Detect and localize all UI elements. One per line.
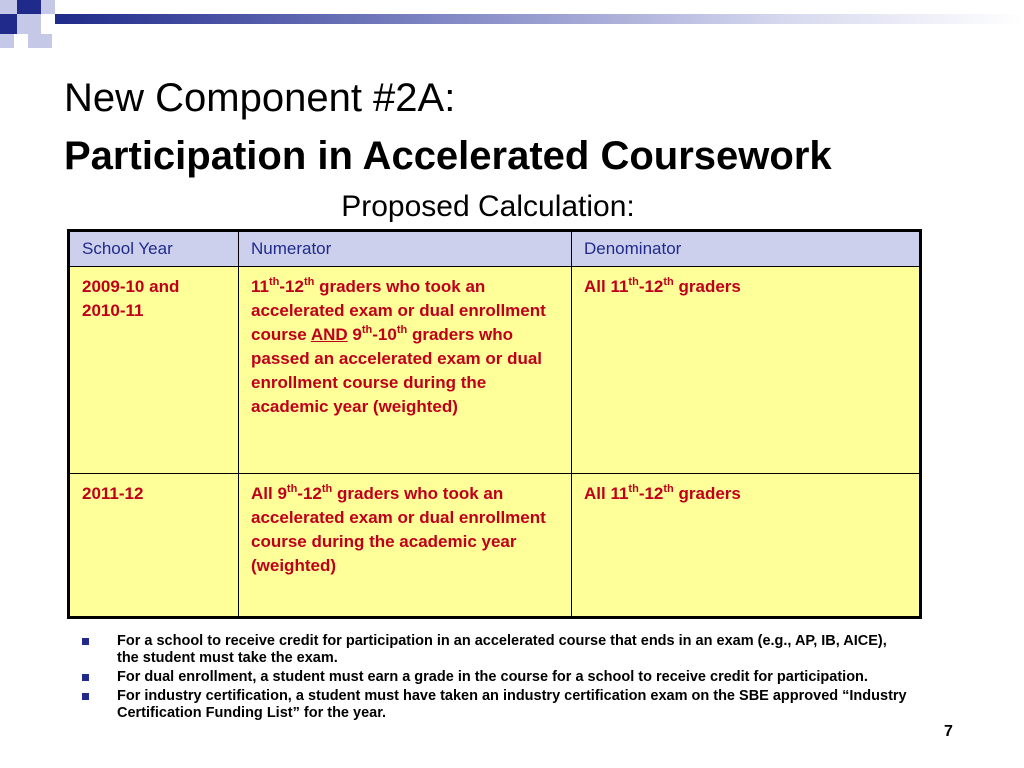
table-row: [69, 267, 921, 474]
note-text: For industry certification, a student must have taken an industry certification exam on the SBE approved “Industry Certification Funding List” for the year.: [117, 688, 907, 721]
numerator-cell: [239, 474, 572, 618]
corner-decoration-square: [17, 14, 41, 34]
note-text: For dual enrollment, a student must earn a grade in the course for a school to receive credit for participation.: [117, 669, 868, 685]
note-text: For a school to receive credit for participation in an accelerated course that ends in an exam (e.g., AP, IB, AICE), the student must take the exam.: [117, 633, 887, 666]
slide-title-line2: Participation in Accelerated Coursework: [64, 134, 832, 178]
school-year-cell: [69, 267, 239, 474]
numerator-text: All 9: [251, 484, 287, 503]
list-item: [80, 688, 910, 722]
school-year-text: 2011-12: [82, 484, 144, 503]
ordinal-suffix: th: [286, 483, 298, 495]
corner-decoration-square: [28, 34, 52, 48]
slide-subtitle: Proposed Calculation:: [341, 190, 635, 223]
square-bullet-icon: [82, 638, 89, 645]
numerator-text: graders who took an accelerated exam or dual enrollment course: [251, 277, 546, 344]
slide-title-line1: New Component #2A:: [64, 76, 456, 120]
ordinal-suffix: th: [396, 324, 408, 336]
page-number: 7: [944, 723, 953, 740]
ordinal-suffix: th: [321, 483, 333, 495]
ordinal-suffix: th: [663, 276, 674, 288]
calculation-table: [67, 229, 922, 619]
ordinal-suffix: th: [628, 483, 639, 495]
denominator-text: All 11: [584, 277, 629, 296]
numerator-text: 11: [251, 277, 269, 296]
corner-decoration-square: [0, 0, 17, 14]
denominator-text: All 11: [584, 484, 629, 503]
school-year-text: 2009-10 and: [82, 277, 180, 296]
header-school-year: School Year: [69, 231, 239, 267]
numerator-text: -12: [279, 277, 304, 296]
ordinal-suffix: th: [663, 483, 674, 495]
school-year-cell: [69, 474, 239, 618]
and-emphasis: AND: [310, 325, 348, 344]
corner-decoration-square: [0, 14, 17, 34]
header-numerator: Numerator: [239, 231, 572, 267]
header-gradient-bar: [55, 14, 1024, 24]
denominator-text: -12: [638, 277, 664, 296]
ordinal-suffix: th: [268, 276, 280, 288]
ordinal-suffix: th: [361, 324, 373, 336]
table-row: [69, 474, 921, 618]
ordinal-suffix: th: [303, 276, 315, 288]
denominator-text: -12: [638, 484, 664, 503]
denominator-text: graders: [673, 277, 741, 296]
corner-decoration-square: [41, 0, 55, 14]
denominator-cell: [572, 267, 921, 474]
square-bullet-icon: [82, 674, 89, 681]
numerator-text: graders who passed an accelerated exam or dual enrollment course during the academic year (weighted): [251, 325, 543, 416]
notes-list: [80, 633, 910, 724]
numerator-text: graders who took an accelerated exam or dual enrollment course during the academic year (weighted): [251, 484, 546, 575]
square-bullet-icon: [82, 693, 89, 700]
denominator-text: graders: [673, 484, 741, 503]
numerator-cell: [239, 267, 572, 474]
school-year-text: 2010-11: [82, 301, 144, 320]
list-item: [80, 669, 910, 686]
header-denominator: Denominator: [572, 231, 921, 267]
denominator-cell: [572, 474, 921, 618]
table-header-row: [69, 231, 921, 267]
corner-decoration-square: [17, 0, 41, 14]
numerator-text: 9: [347, 325, 362, 344]
corner-decoration-square: [0, 34, 14, 48]
list-item: [80, 633, 910, 667]
numerator-text: -12: [297, 484, 322, 503]
numerator-text: -10: [372, 325, 397, 344]
ordinal-suffix: th: [628, 276, 639, 288]
